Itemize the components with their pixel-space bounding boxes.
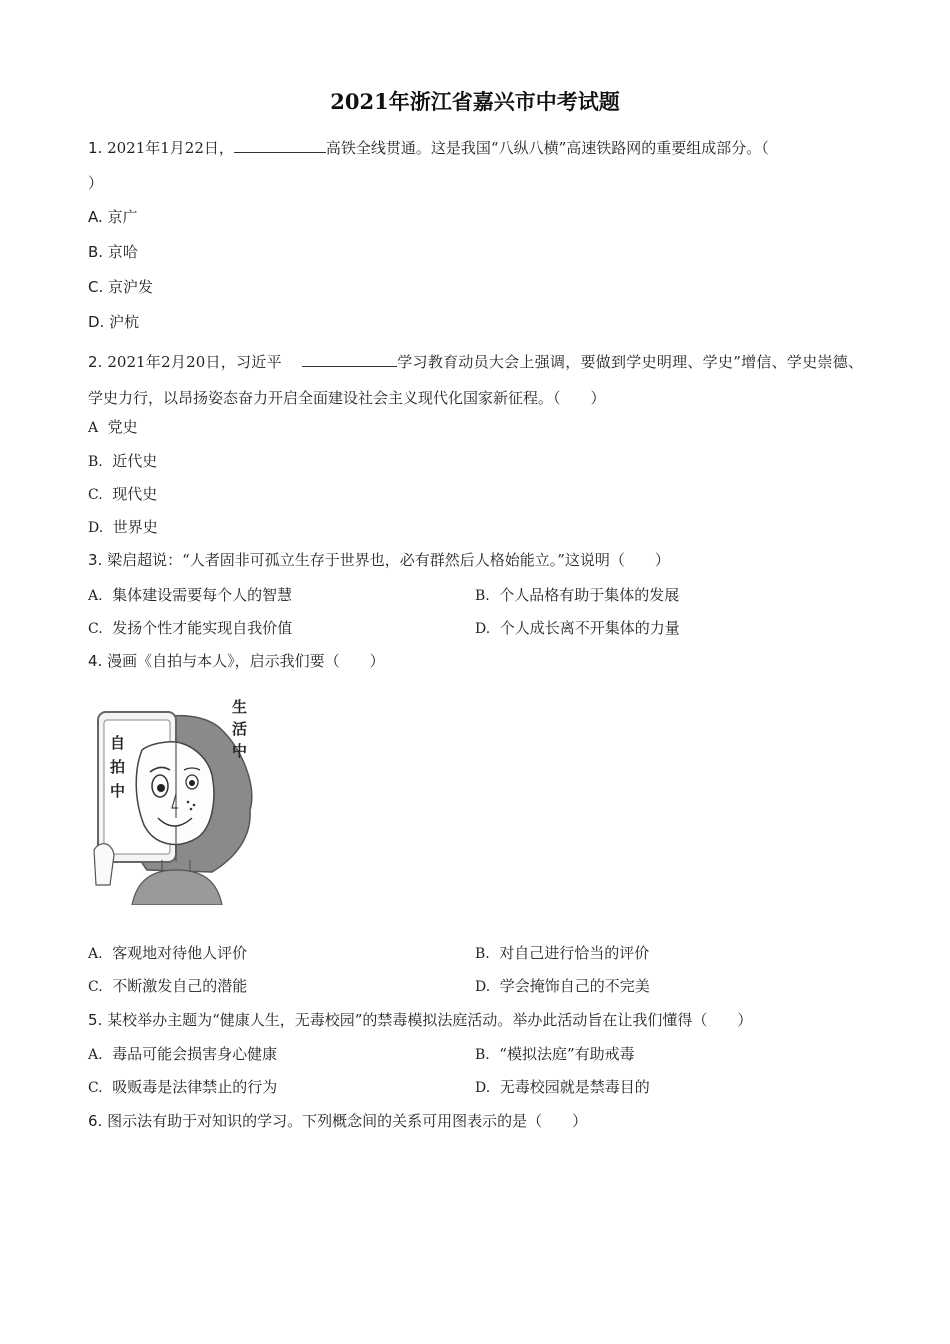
option-text: 不断激发自己的潜能 xyxy=(112,977,248,995)
option-letter: C. xyxy=(88,979,103,995)
cartoon-left-label-3: 中 xyxy=(110,782,126,800)
question-text: 2021年1月22日， xyxy=(107,139,234,157)
option-text: 毒品可能会损害身心健康 xyxy=(112,1045,278,1063)
option-text: 吸贩毒是法律禁止的行为 xyxy=(112,1078,278,1096)
option-text: 近代史 xyxy=(112,452,158,470)
option-d xyxy=(88,516,158,537)
option-letter: B. xyxy=(475,588,490,604)
option-letter: B. xyxy=(88,243,104,261)
option-letter: B. xyxy=(475,946,490,962)
question-text: 梁启超说：“人者固非可孤立生存于世界也，必有群然后人格始能立。”这说明（ ） xyxy=(107,551,670,569)
cartoon-right-label-2: 活 xyxy=(232,720,248,738)
cartoon-left-label-2: 拍 xyxy=(110,758,126,776)
question-3 xyxy=(88,549,670,570)
option-text: 个人品格有助于集体的发展 xyxy=(499,586,680,604)
option-c xyxy=(88,276,153,297)
cartoon-right-label-3: 中 xyxy=(232,742,248,760)
question-text: 高铁全线贯通。这是我国“八纵八横”高速铁路网的重要组成部分。（ xyxy=(325,139,769,157)
option-text: 对自己进行恰当的评价 xyxy=(499,944,650,962)
question-6 xyxy=(88,1110,587,1131)
option-text: 沪杭 xyxy=(109,313,140,331)
option-a xyxy=(88,584,292,605)
option-b xyxy=(475,584,679,605)
question-number: 5. xyxy=(88,1011,103,1029)
option-b xyxy=(475,1043,635,1064)
option-letter: D. xyxy=(475,979,491,995)
question-text: 漫画《自拍与本人》，启示我们要（ ） xyxy=(107,652,385,670)
option-letter: A xyxy=(88,420,99,436)
option-text: 集体建设需要每个人的智慧 xyxy=(112,586,293,604)
option-text: 客观地对待他人评价 xyxy=(112,944,248,962)
option-text: 京哈 xyxy=(107,243,138,261)
page-title: 2021年浙江省嘉兴市中考试题 xyxy=(330,89,620,114)
answer-blank xyxy=(302,352,397,367)
option-letter: A. xyxy=(88,1047,103,1063)
option-letter: B. xyxy=(88,454,103,470)
cartoon-right-label-1: 生 xyxy=(232,698,248,716)
question-number: 3. xyxy=(88,551,103,569)
option-letter: A. xyxy=(88,946,103,962)
option-text: 党史 xyxy=(107,418,138,436)
option-letter: D. xyxy=(475,621,491,637)
option-b xyxy=(475,942,649,963)
question-5 xyxy=(88,1009,752,1030)
option-text: 京沪发 xyxy=(108,278,154,296)
selfie-cartoon-image xyxy=(92,690,262,905)
option-a xyxy=(88,206,138,227)
option-a xyxy=(88,416,138,437)
option-letter: A. xyxy=(88,208,103,226)
question-number: 1. xyxy=(88,139,103,157)
option-d xyxy=(475,617,680,638)
option-b xyxy=(88,241,138,262)
option-text: 发扬个性才能实现自我价值 xyxy=(112,619,293,637)
option-letter: B. xyxy=(475,1047,490,1063)
cartoon-left-label-1: 自 xyxy=(110,734,126,752)
question-number: 4. xyxy=(88,652,103,670)
option-letter: D. xyxy=(88,313,105,331)
option-text: 现代史 xyxy=(112,485,158,503)
option-c xyxy=(88,617,292,638)
question-number: 6. xyxy=(88,1112,103,1130)
option-letter: C. xyxy=(88,278,104,296)
question-number: 2. xyxy=(88,353,103,371)
question-text: 某校举办主题为“健康人生，无毒校园”的禁毒模拟法庭活动。举办此活动旨在让我们懂得（ ） xyxy=(107,1011,753,1029)
option-letter: D. xyxy=(88,520,104,536)
question-text: 学习教育动员大会上强调，要做到学史明理、学史”增信、学史崇德、学史力行，以昂扬姿态奋力开启全面建设社会主义现代化国家新征程。（ ） xyxy=(88,353,864,407)
option-text: 无毒校园就是禁毒目的 xyxy=(499,1078,650,1096)
question-1 xyxy=(88,137,769,158)
question-2 xyxy=(88,344,863,416)
option-c xyxy=(88,1076,277,1097)
answer-blank xyxy=(234,138,326,153)
option-a xyxy=(88,1043,277,1064)
question-1-continued: ） xyxy=(88,174,104,192)
option-letter: C. xyxy=(88,621,103,637)
option-letter: C. xyxy=(88,1080,103,1096)
option-text: “模拟法庭”有助戒毒 xyxy=(499,1045,635,1063)
question-text: 图示法有助于对知识的学习。下列概念间的关系可用图表示的是（ ） xyxy=(107,1112,588,1130)
option-text: 学会掩饰自己的不完美 xyxy=(499,977,650,995)
option-c xyxy=(88,975,247,996)
option-a xyxy=(88,942,247,963)
option-text: 京广 xyxy=(107,208,138,226)
option-b xyxy=(88,450,157,471)
option-d xyxy=(88,311,139,332)
option-c xyxy=(88,483,157,504)
option-letter: A. xyxy=(88,588,103,604)
option-letter: C. xyxy=(88,487,103,503)
option-d xyxy=(475,975,650,996)
option-text: 个人成长离不开集体的力量 xyxy=(499,619,680,637)
option-d xyxy=(475,1076,650,1097)
option-text: 世界史 xyxy=(112,518,158,536)
question-4 xyxy=(88,650,385,671)
question-text: 2021年2月20日，习近平 xyxy=(107,353,282,371)
option-letter: D. xyxy=(475,1080,491,1096)
